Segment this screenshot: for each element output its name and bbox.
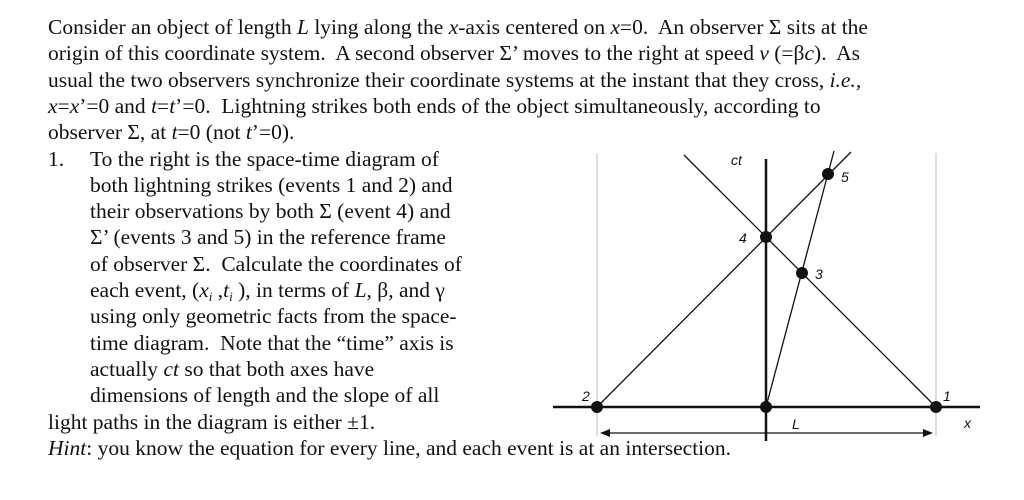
arrowhead-right [923, 429, 933, 437]
text-run: -axis centered on [458, 15, 611, 39]
text-run: t [171, 120, 178, 145]
arrowhead-left [600, 429, 610, 437]
text-run: origin of this coordinate system. A second observer Σ’ moves to the right at speed [48, 41, 760, 66]
text-run: t [169, 93, 176, 118]
text-run: ’=0. Lightning strikes both ends of the object simultaneously, according to [175, 93, 821, 118]
text-run: : you know the equation for every line, and each event is at an intersection. [86, 435, 732, 460]
event-4-label: 4 [739, 230, 747, 246]
text-run: using only geometric facts from the space- [90, 304, 457, 329]
text-run: their observations by both Σ (event 4) and [90, 199, 451, 224]
event-3-label: 3 [815, 266, 823, 282]
text-run: actually [90, 356, 164, 381]
text-run: so that both axes have [178, 356, 375, 381]
item-number: 1. [48, 146, 65, 171]
text-run: x [610, 15, 621, 39]
length-label: L [792, 416, 800, 432]
event-5-dot [822, 168, 834, 180]
text-run: , β, and γ [366, 278, 445, 302]
text-run: =0 (not [177, 120, 246, 145]
event-3-dot [796, 267, 808, 279]
event-1-dot [930, 401, 942, 413]
text-run: L [296, 15, 309, 39]
text-run: light paths in the diagram is either ±1. [48, 409, 376, 434]
text-run: i.e., [829, 67, 862, 92]
text-run: both lightning strikes (events 1 and 2) and [90, 172, 453, 197]
text-run: usual the two observers synchronize their coordinate systems at the instant that they cross, [48, 67, 830, 92]
text-run: = [157, 93, 170, 118]
origin-dot [760, 401, 772, 413]
text-run: Σ’ (events 3 and 5) in the reference frame [90, 225, 446, 250]
text-run: c [804, 41, 815, 66]
moving-observer-worldline [766, 151, 834, 407]
text-run: x [199, 278, 209, 302]
text-run: ’=0 and [79, 93, 152, 118]
text-run: ). As [814, 41, 861, 66]
text-run: = [57, 93, 70, 118]
text-run: t [223, 278, 230, 302]
event-5-label: 5 [841, 169, 849, 185]
text-run: dimensions of length and the slope of all [90, 383, 440, 408]
text-run: ), in terms of [232, 278, 355, 302]
text-run: t [151, 93, 158, 118]
event-2-dot [591, 401, 603, 413]
text-run: ct [163, 356, 179, 381]
text-run: x [48, 93, 58, 118]
text-run: lying along the [308, 15, 449, 39]
text-run: x [69, 93, 80, 118]
x-axis-label: x [964, 415, 971, 431]
light-path-from-2 [597, 152, 851, 407]
text-run: v [759, 41, 769, 66]
text-run: L [354, 278, 367, 302]
text-run: x [448, 15, 459, 39]
text-run: of observer Σ. Calculate the coordinates of [90, 251, 462, 276]
event-2-label: 2 [582, 388, 590, 404]
text-run: i [208, 289, 213, 304]
event-4-dot [760, 231, 772, 243]
text-run: To the right is the space-time diagram of [90, 146, 439, 171]
event-1-label: 1 [943, 388, 951, 404]
text-run: time diagram. Note that the “time” axis is [90, 330, 454, 355]
text-run: , [212, 278, 224, 302]
text-run: Consider an object of length [48, 15, 297, 39]
text-run: =0. An observer Σ sits at the [620, 15, 868, 39]
ct-axis-label: ct [731, 152, 742, 168]
text-run: (=β [768, 41, 805, 66]
text-run: t [245, 120, 252, 145]
text-run: i [229, 289, 233, 304]
text-run: each event, ( [90, 278, 200, 302]
text-run: ’=0). [251, 120, 295, 145]
text-run: observer Σ, at [48, 120, 172, 145]
text-run: Hint [48, 435, 87, 460]
